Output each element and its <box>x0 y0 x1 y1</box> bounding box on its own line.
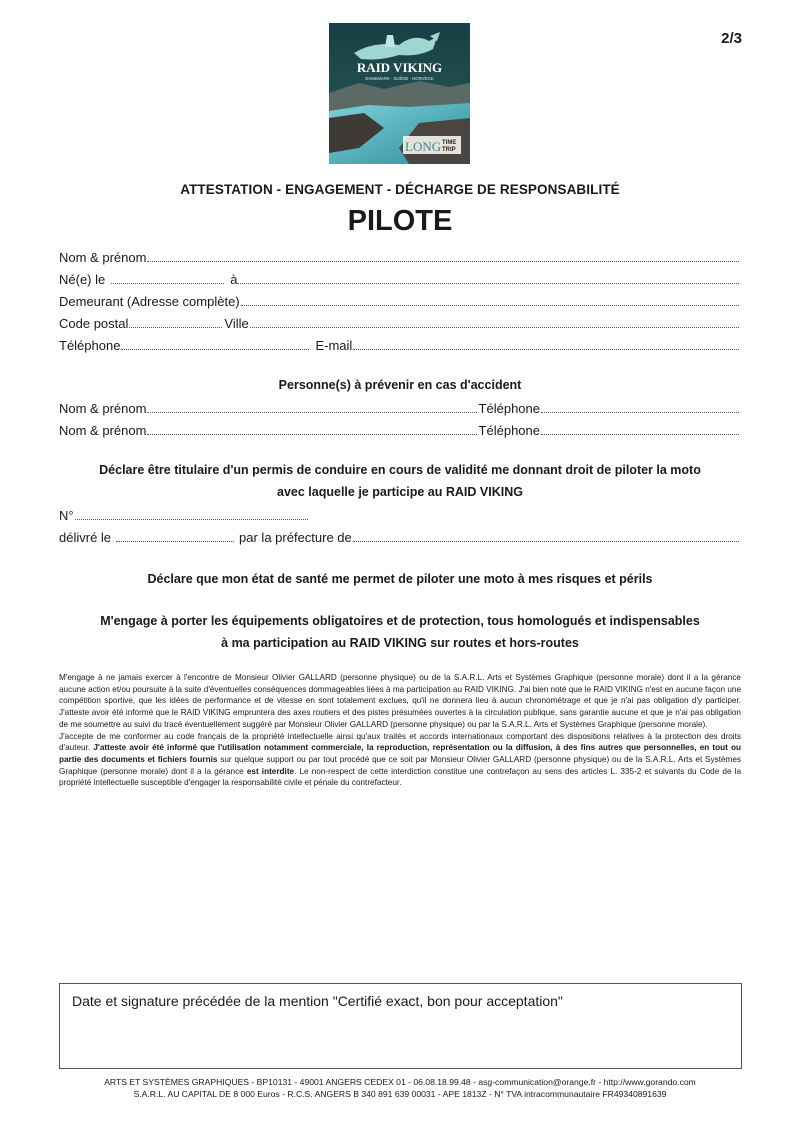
equipment-declaration-line1: M'engage à porter les équipements obligatoires et de protection, tous homologués et indispensables <box>100 614 700 628</box>
health-declaration: Déclare que mon état de santé me permet de piloter une moto à mes risques et périls <box>147 572 653 586</box>
license-declaration-line2: avec laquelle je participe au RAID VIKING <box>277 485 523 499</box>
name-label: Nom & prénom <box>59 250 147 265</box>
signature-box[interactable] <box>59 983 742 1069</box>
page-title: PILOTE <box>347 205 453 237</box>
born-label: Né(e) le <box>59 272 106 287</box>
emergency-contact-2[interactable] <box>59 422 741 440</box>
logo-tagline: DANEMARK · SUÈDE · NORVÈGE <box>365 76 434 81</box>
emergency-name-label: Nom & prénom <box>59 423 147 438</box>
equipment-declaration-line2: à ma participation au RAID VIKING sur routes et hors-routes <box>221 636 579 650</box>
license-number-field[interactable] <box>59 507 741 525</box>
birth-place-input-line[interactable] <box>238 271 739 284</box>
legal-bold-part: J'atteste avoir été informé que l'utilisation notamment commerciale, la reproduction, représentation ou la diffusion, à des fins autres que personnelles, en tout ou partie des documents et fichiers fournis <box>59 743 742 764</box>
prefecture-label: par la préfecture de <box>239 530 352 545</box>
city-label: Ville <box>224 316 249 331</box>
name-field[interactable] <box>59 249 741 267</box>
legal-text <box>59 672 741 789</box>
emergency-contact-1[interactable] <box>59 400 741 418</box>
postal-code-input-line[interactable] <box>129 315 222 328</box>
name-input-line[interactable] <box>147 249 739 262</box>
emergency-phone-input-line[interactable] <box>541 400 739 413</box>
issued-label: délivré le <box>59 530 112 545</box>
prefecture-input-line[interactable] <box>353 529 739 542</box>
phone-label: Téléphone <box>59 338 121 353</box>
legal-paragraph-1: M'engage à ne jamais exercer à l'encontre de Monsieur Olivier GALLARD (personne physique) ou de la S.A.R.L. Arts et Systèmes Graphique (personne morale) dont il a la gérance aucune action et/ou poursuite à la suite d'éventuelles conséquences dommageables liées à ma participation au RAID VIKING. J'ai bien noté que le RAID VIKING n'est en aucune façon une compétition sportive, que les idées de performance et de vitesse en sont totalement exclues, qu'il ne donnera lieu à aucun chronométrage et que je n'ai pas obligation d'y participer. J'atteste avoir été informé que le RAID VIKING empruntera des axes routiers et des pistes présumées ouvertes à la circulation publique, sans garantie aucune et que je n'ai pas obligation de me soumettre au suivi du tracé éventuellement suggéré par Monsieur Olivier GALLARD (personne physique) ou par la S.A.R.L. Arts et Systèmes Graphique (personne morale). <box>59 673 741 729</box>
email-label: E-mail <box>315 338 353 353</box>
phone-input-line[interactable] <box>121 337 309 350</box>
postal-city-field[interactable] <box>59 315 741 333</box>
emergency-name-label: Nom & prénom <box>59 401 147 416</box>
contact-field[interactable] <box>59 337 741 355</box>
emergency-phone-input-line[interactable] <box>541 422 739 435</box>
birth-field[interactable] <box>59 271 741 289</box>
legal-bold-part: est interdite <box>246 766 295 776</box>
footer-line-1: ARTS ET SYSTÈMES GRAPHIQUES - BP10131 - 49001 ANGERS CEDEX 01 - 06.08.18.99.48 - asg-communication@orange.fr - http://www.gorando.com <box>104 1077 696 1087</box>
legal-text-part: sur quelque support ou par tout procédé que ce soit par Monsieur Olivier GALLARD (personne physique) ou de la S.A.R.L. Arts et Systèmes Graphique (personne morale) dont il a la gérance <box>59 754 741 776</box>
raid-viking-logo <box>329 23 470 164</box>
logo-badge-long: LONG <box>405 139 442 154</box>
address-label: Demeurant (Adresse complète) <box>59 294 240 309</box>
legal-text-part: J'accepte de me conformer au code français de la propriété intellectuelle ainsi qu'aux traités et accords internationaux comportant des dispositions relatives à la protection des droits d'auteur. <box>59 731 741 753</box>
legal-text-part: . Le non-respect de cette interdiction constitue une contrefaçon au sens des articles L. 335-2 et suivants du Code de la propriété intellectuelle susceptible d'engager la responsabilité civile et pénale du contrefacteur. <box>59 766 741 788</box>
emergency-phone-label: Téléphone <box>478 401 540 416</box>
address-input-line[interactable] <box>241 293 739 306</box>
license-number-label: N° <box>59 508 74 523</box>
document-subtitle: ATTESTATION - ENGAGEMENT - DÉCHARGE DE RESPONSABILITÉ <box>180 182 620 197</box>
license-declaration-line1: Déclare être titulaire d'un permis de conduire en cours de validité me donnant droit de piloter la moto <box>99 463 701 477</box>
emergency-phone-label: Téléphone <box>478 423 540 438</box>
page-number: 2/3 <box>721 30 742 47</box>
emergency-name-input-line[interactable] <box>147 422 476 435</box>
logo-badge-time: TIME <box>442 140 457 146</box>
postal-code-label: Code postal <box>59 316 129 331</box>
birth-date-input-line[interactable] <box>111 271 224 284</box>
birth-place-label: à <box>230 272 238 287</box>
legal-paragraph-2 <box>59 731 741 790</box>
emergency-heading: Personne(s) à prévenir en cas d'accident <box>278 378 522 392</box>
email-input-line[interactable] <box>353 337 739 350</box>
city-input-line[interactable] <box>250 315 739 328</box>
logo-badge-trip: TRIP <box>442 147 456 153</box>
logo-brand: RAID VIKING <box>356 60 443 75</box>
signature-label: Date et signature précédée de la mention "Certifié exact, bon pour acceptation" <box>72 993 563 1009</box>
footer-line-2: S.A.R.L. AU CAPITAL DE 8 000 Euros - R.C.S. ANGERS B 340 891 639 00031 - APE 1813Z - N° TVA intracommunautaire FR49340891639 <box>133 1089 667 1099</box>
license-number-input-line[interactable] <box>75 507 308 520</box>
emergency-name-input-line[interactable] <box>147 400 476 413</box>
license-issue-field[interactable] <box>59 529 741 547</box>
address-field[interactable] <box>59 293 741 311</box>
issue-date-input-line[interactable] <box>116 529 234 542</box>
